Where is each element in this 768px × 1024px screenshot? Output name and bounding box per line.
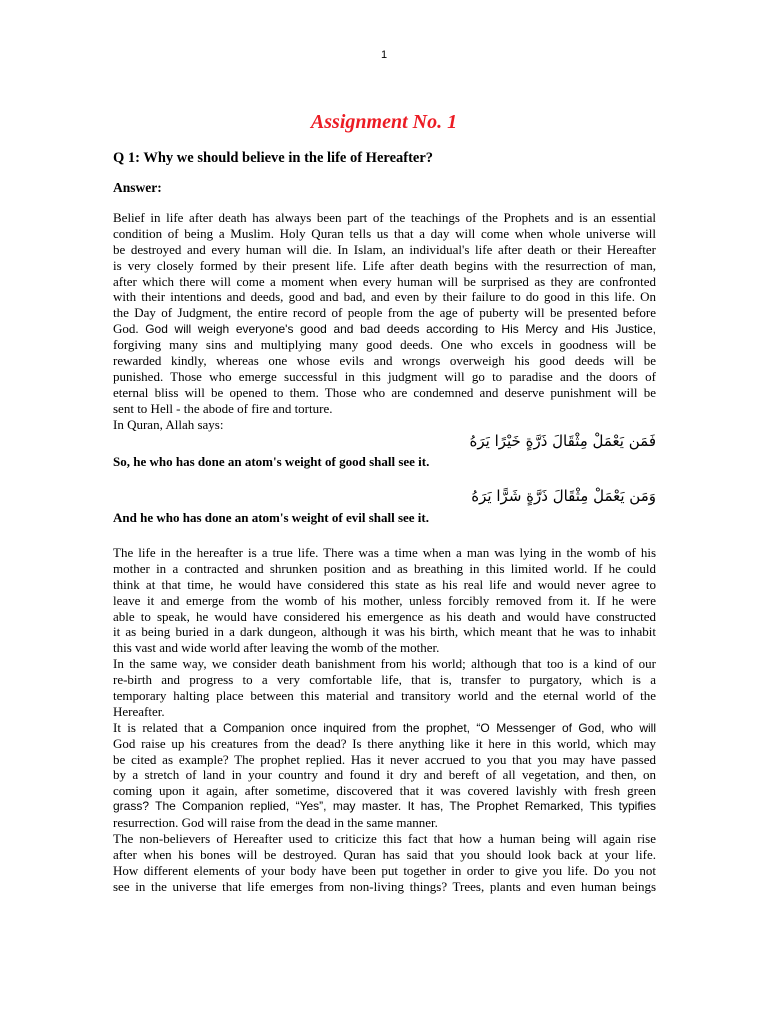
text-run-sans: a Companion once inquired from the prophet, “O Messenger of God, who will	[209, 720, 656, 735]
text-line: temporary halting place between this material and transitory world and the eternal world of the	[113, 688, 656, 704]
text-run-sans: God will weigh everyone's good and bad deeds according to His Mercy and His Justice,	[145, 322, 656, 337]
text-line	[113, 321, 656, 337]
text-line: this vast and wide world after leaving the womb of the mother.	[113, 640, 440, 656]
page-number: 1	[380, 49, 388, 61]
text-line: eternal bliss will be opened to them. Those who are condemned and deserve punishment will be	[113, 384, 656, 400]
text-line: be destroyed and every human will die. In Islam, an individual's life after death or their Hereafter	[113, 241, 656, 257]
text-line	[113, 720, 656, 736]
text-line: grass? The Companion replied, “Yes”, may master. It has, The Prophet Remarked, This typifies	[113, 799, 656, 814]
text-line: leave it and emerge from the womb of his mother, unless forcibly removed from it. If he were	[113, 592, 656, 608]
quran-verse-arabic: وَمَن يَعْمَلْ مِثْقَالَ ذَرَّةٍ شَرًّا يَرَهُ	[471, 487, 656, 505]
text-line: able to speak, he would have considered his emergence as his death and would have constructed	[113, 608, 656, 624]
text-line: resurrection. God will raise from the dead in the same manner.	[113, 815, 438, 831]
verse-translation: So, he who has done an atom's weight of good shall see it.	[113, 454, 430, 469]
text-line: In Quran, Allah says:	[113, 416, 224, 432]
text-line: In the same way, we consider death banishment from his world; although that too is a kind of our	[113, 656, 656, 672]
text-line: God raise up his creatures from the dead? Is there anything like it here in this world, which may	[113, 735, 656, 751]
text-line: re-birth and progress to a very comfortable life, that is, transfer to purgatory, which is a	[113, 672, 656, 688]
text-line: it as being buried in a dark dungeon, although it was his birth, which meant that he was to inhabit	[113, 624, 656, 640]
text-line: The non-believers of Hereafter used to criticize this fact that how a human being will again rise	[113, 831, 656, 847]
text-line: mother in a contracted and shrunken position and as breathing in this limited world. If he could	[113, 560, 656, 576]
text-line: rewarded kindly, whereas one whose evils and wrongs overweigh his good deeds will be	[113, 353, 656, 369]
question-heading: Q 1: Why we should believe in the life of Hereafter?	[113, 150, 434, 166]
answer-label: Answer:	[113, 180, 162, 195]
text-line: punished. Those who emerge successful in this judgment will go to paradise and the doors of	[113, 368, 656, 384]
text-line: Hereafter.	[113, 703, 165, 719]
text-line: think at that time, he would have considered this state as his real life and would never agree to	[113, 576, 656, 592]
text-run: God.	[113, 321, 146, 337]
text-line: the Day of Judgment, the entire record of people from the age of puberty will be presented before	[113, 305, 656, 321]
text-line: is very closely formed by their present life. Life after death begins with the resurrection of man,	[113, 257, 656, 273]
text-line: be cited as example? The prophet replied. Has it never accrued to you that you may have passed	[113, 751, 656, 767]
text-line: Belief in life after death has always been part of the teachings of the Prophets and is an essential	[113, 210, 656, 225]
text-line: see in the universe that life emerges from non-living things? Trees, plants and even human beings	[113, 878, 656, 894]
text-line: How different elements of your body have been put together in order to give you life. Do you not	[113, 862, 656, 878]
text-line: forgiving many sins and multiplying many good deeds. One who excels in goodness will be	[113, 337, 656, 353]
text-line: with their intentions and deeds, good and bad, and even by their failure to do good in this life. On	[113, 289, 656, 305]
verse-translation: And he who has done an atom's weight of evil shall see it.	[113, 510, 429, 525]
text-line: after when his bones will be destroyed. Quran has said that you should look back at your life.	[113, 846, 656, 862]
text-line: after which there will come a moment when every human will be surprised as they are confronted	[113, 273, 656, 289]
quran-verse-arabic: فَمَن يَعْمَلْ مِثْقَالَ ذَرَّةٍ خَيْرًا يَرَهُ	[469, 432, 656, 450]
text-line: sent to Hell - the abode of fire and torture.	[113, 400, 333, 416]
text-line: condition of being a Muslim. Holy Quran tells us that a day will come when whole universe will	[113, 225, 656, 241]
answer-paragraph-1	[113, 210, 656, 432]
text-line: by a stretch of land in your country and found it dry and bereft of all vegetation, and then, on	[113, 767, 656, 783]
text-line: The life in the hereafter is a true life. There was a time when a man was lying in the womb of his	[113, 545, 656, 560]
assignment-title: Assignment No. 1	[310, 111, 458, 133]
answer-paragraph-2	[113, 545, 656, 895]
text-run: It is related that	[113, 719, 210, 735]
text-line: coming upon it again, after sometime, discovered that it was covered lavishly with fresh green	[113, 783, 656, 799]
